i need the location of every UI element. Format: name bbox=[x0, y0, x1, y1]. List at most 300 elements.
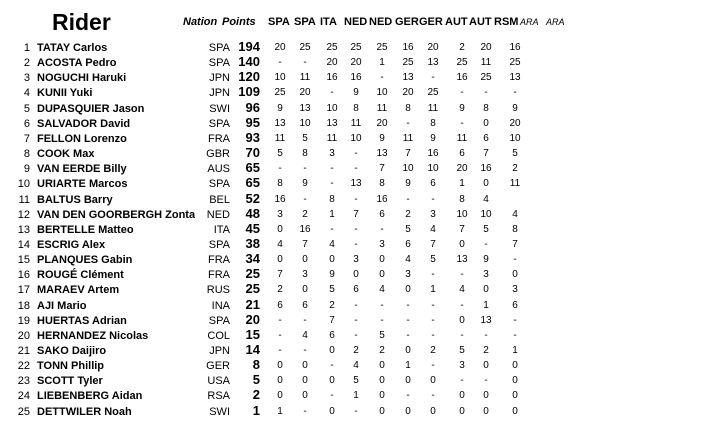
race-result: 0 bbox=[459, 314, 465, 326]
race-result: 4 bbox=[512, 208, 518, 220]
race-result: 6 bbox=[405, 238, 411, 250]
race-result: 4 bbox=[353, 360, 359, 372]
race-result: 11 bbox=[326, 132, 338, 144]
race-result: 1 bbox=[353, 390, 359, 402]
race-result: 16 bbox=[350, 72, 362, 84]
race-result: 2 bbox=[483, 345, 489, 356]
race-result: - bbox=[354, 148, 358, 160]
rider-position: 18 bbox=[17, 299, 30, 312]
race-result: 5 bbox=[302, 132, 308, 144]
race-result: 8 bbox=[302, 148, 308, 160]
race-result: 6 bbox=[483, 132, 489, 144]
race-result: 0 bbox=[483, 390, 489, 402]
race-result: 0 bbox=[483, 117, 489, 129]
rider-nation: JPN bbox=[209, 87, 230, 100]
race-result: 11 bbox=[299, 72, 311, 84]
race-result: 10 bbox=[274, 72, 286, 84]
points-header: Points bbox=[222, 16, 256, 28]
rider-position: 9 bbox=[23, 163, 30, 176]
race-result: 5 bbox=[405, 223, 411, 235]
race-result: - bbox=[303, 314, 307, 326]
race-result: - bbox=[406, 117, 410, 129]
race-header: SPA bbox=[268, 16, 290, 28]
race-result: 2 bbox=[353, 345, 359, 356]
rider-name: AJI Mario bbox=[37, 299, 87, 312]
race-result: 4 bbox=[430, 223, 436, 235]
race-result: 0 bbox=[483, 405, 489, 417]
race-result: 25 bbox=[299, 42, 311, 53]
race-result: - bbox=[354, 223, 358, 235]
race-header: GER bbox=[419, 16, 443, 28]
race-result: 3 bbox=[353, 254, 359, 266]
race-result: 10 bbox=[350, 132, 362, 144]
race-result: - bbox=[303, 405, 307, 417]
race-result: 0 bbox=[302, 284, 308, 296]
race-result: 1 bbox=[483, 299, 489, 311]
race-header-extra: ARA bbox=[520, 17, 539, 27]
race-result: 8 bbox=[459, 193, 465, 205]
rider-points: 96 bbox=[245, 99, 260, 115]
race-result: - bbox=[460, 269, 464, 281]
race-result: - bbox=[354, 314, 358, 326]
rider-position: 25 bbox=[17, 405, 30, 418]
race-result: - bbox=[354, 329, 358, 341]
rider-name: ESCRIG Alex bbox=[37, 238, 106, 251]
race-result: 20 bbox=[376, 117, 388, 129]
rider-nation: COL bbox=[207, 329, 230, 342]
race-result: 16 bbox=[376, 193, 388, 205]
race-result: - bbox=[431, 314, 435, 326]
race-result: 9 bbox=[353, 87, 359, 99]
race-header: AUT bbox=[445, 16, 468, 28]
race-result: - bbox=[330, 178, 334, 190]
race-result: 20 bbox=[427, 42, 439, 53]
race-result: 20 bbox=[456, 163, 468, 175]
rider-points: 120 bbox=[238, 69, 260, 85]
race-result: 0 bbox=[459, 238, 465, 250]
race-result: - bbox=[380, 72, 384, 84]
rider-nation: RUS bbox=[206, 284, 230, 297]
rider-points: 140 bbox=[238, 54, 260, 70]
race-result: - bbox=[484, 238, 488, 250]
rider-points: 5 bbox=[252, 372, 260, 388]
rider-nation: BEL bbox=[209, 193, 230, 206]
race-result: 9 bbox=[302, 178, 308, 190]
race-result: - bbox=[278, 329, 282, 341]
race-result: 0 bbox=[329, 254, 335, 266]
race-result: 11 bbox=[509, 178, 521, 190]
race-result: - bbox=[431, 299, 435, 311]
race-result: - bbox=[431, 72, 435, 84]
rider-position: 8 bbox=[23, 148, 30, 161]
race-result: 20 bbox=[274, 42, 286, 53]
race-result: 4 bbox=[459, 284, 465, 296]
race-result: - bbox=[431, 390, 435, 402]
rider-points: 194 bbox=[238, 39, 260, 54]
race-result: 9 bbox=[430, 132, 436, 144]
race-result: 1 bbox=[405, 360, 411, 372]
race-result: 7 bbox=[483, 148, 489, 160]
race-result: 0 bbox=[483, 360, 489, 372]
race-result: - bbox=[278, 163, 282, 175]
race-result: 0 bbox=[379, 405, 385, 417]
race-result: 16 bbox=[326, 72, 338, 84]
rider-position: 14 bbox=[17, 238, 30, 251]
race-result: 11 bbox=[427, 102, 439, 114]
rider-position: 19 bbox=[17, 314, 30, 327]
race-result: 6 bbox=[353, 284, 359, 296]
race-result: 0 bbox=[379, 375, 385, 387]
race-result: 0 bbox=[512, 360, 518, 372]
race-result: 0 bbox=[353, 269, 359, 281]
rider-name: KUNII Yuki bbox=[37, 87, 93, 100]
race-result: 16 bbox=[402, 42, 414, 53]
race-result: 0 bbox=[302, 375, 308, 387]
rider-position: 2 bbox=[23, 57, 30, 70]
race-result: 3 bbox=[430, 208, 436, 220]
race-result: 3 bbox=[459, 360, 465, 372]
race-result: - bbox=[330, 390, 334, 402]
race-result: - bbox=[330, 223, 334, 235]
rider-name: VAN EERDE Billy bbox=[37, 163, 127, 176]
race-result: 1 bbox=[459, 178, 465, 190]
race-result: - bbox=[484, 87, 488, 99]
race-result: 10 bbox=[456, 208, 468, 220]
race-result: 0 bbox=[379, 269, 385, 281]
rider-nation: SPA bbox=[208, 238, 230, 251]
race-result: 2 bbox=[459, 42, 465, 53]
rider-points: 65 bbox=[245, 160, 260, 176]
race-result: 5 bbox=[459, 345, 465, 356]
rider-points: 14 bbox=[245, 342, 260, 357]
race-result: 5 bbox=[483, 223, 489, 235]
race-result: 3 bbox=[483, 269, 489, 281]
race-result: 2 bbox=[379, 345, 385, 356]
rider-name: LIEBENBERG Aidan bbox=[37, 390, 143, 403]
rider-name: TONN Phillip bbox=[37, 360, 105, 373]
race-result: 3 bbox=[277, 208, 283, 220]
rider-points: 15 bbox=[245, 326, 260, 342]
rider-nation: USA bbox=[207, 375, 230, 388]
rider-nation: SWI bbox=[209, 405, 230, 418]
race-result: - bbox=[406, 329, 410, 341]
rider-points: 70 bbox=[245, 145, 260, 161]
race-result: 0 bbox=[302, 360, 308, 372]
race-result: 11 bbox=[376, 102, 388, 114]
race-result: 3 bbox=[512, 284, 518, 296]
rider-name: TATAY Carlos bbox=[37, 42, 108, 54]
race-result: 5 bbox=[430, 254, 436, 266]
race-result: - bbox=[431, 193, 435, 205]
rider-position: 23 bbox=[17, 375, 30, 388]
race-result: - bbox=[380, 314, 384, 326]
rider-position: 21 bbox=[17, 345, 30, 357]
rider-nation: SPA bbox=[208, 42, 230, 54]
race-result: 13 bbox=[376, 148, 388, 160]
race-result: 25 bbox=[480, 72, 492, 84]
race-result: 7 bbox=[459, 223, 465, 235]
rider-points: 93 bbox=[245, 129, 260, 145]
rider-points: 25 bbox=[245, 266, 260, 282]
rider-points: 8 bbox=[252, 357, 260, 373]
race-result: 10 bbox=[376, 87, 388, 99]
race-result: - bbox=[513, 254, 517, 266]
race-result: - bbox=[460, 299, 464, 311]
race-result: 6 bbox=[329, 329, 335, 341]
rider-position: 16 bbox=[17, 269, 30, 282]
race-result: 3 bbox=[302, 269, 308, 281]
race-result: 11 bbox=[456, 132, 468, 144]
race-result: 25 bbox=[274, 87, 286, 99]
nation-header: Nation bbox=[183, 16, 218, 28]
race-result: 5 bbox=[277, 148, 283, 160]
race-result: 2 bbox=[302, 208, 308, 220]
race-result: 7 bbox=[512, 238, 518, 250]
race-result: 0 bbox=[459, 390, 465, 402]
rider-nation: NED bbox=[206, 208, 230, 221]
race-result: 3 bbox=[405, 269, 411, 281]
rider-name: BERTELLE Matteo bbox=[37, 223, 134, 236]
race-result: 13 bbox=[480, 314, 492, 326]
race-result: 4 bbox=[329, 238, 335, 250]
rider-name: SALVADOR David bbox=[37, 117, 131, 130]
race-result: 16 bbox=[427, 148, 439, 160]
rider-nation: RSA bbox=[207, 390, 230, 403]
race-result: 5 bbox=[353, 375, 359, 387]
rider-nation: SPA bbox=[208, 117, 230, 130]
rider-name: BALTUS Barry bbox=[37, 193, 113, 206]
rider-position: 3 bbox=[23, 72, 30, 85]
rider-nation: AUS bbox=[207, 163, 230, 176]
rider-name: FELLON Lorenzo bbox=[37, 132, 127, 145]
rider-nation: FRA bbox=[208, 254, 230, 267]
rider-nation: GER bbox=[206, 360, 230, 373]
rider-position: 24 bbox=[17, 390, 30, 403]
race-result: - bbox=[278, 57, 282, 69]
race-result: 25 bbox=[402, 57, 414, 69]
race-result: 0 bbox=[329, 405, 335, 417]
race-result: 0 bbox=[483, 284, 489, 296]
race-result: 16 bbox=[509, 42, 521, 53]
race-result: 20 bbox=[350, 57, 362, 69]
race-result: - bbox=[380, 223, 384, 235]
race-result: - bbox=[354, 163, 358, 175]
race-result: 25 bbox=[456, 57, 468, 69]
race-result: 6 bbox=[379, 208, 385, 220]
rider-name: HERNANDEZ Nicolas bbox=[37, 329, 149, 342]
race-result: 9 bbox=[459, 102, 465, 114]
rider-position: 7 bbox=[23, 132, 30, 145]
rider-name: MARAEV Artem bbox=[37, 284, 120, 297]
race-result: 8 bbox=[353, 102, 359, 114]
race-result: 1 bbox=[329, 208, 335, 220]
rider-position: 22 bbox=[17, 360, 30, 373]
race-result: 20 bbox=[509, 117, 521, 129]
race-result: - bbox=[303, 193, 307, 205]
race-result: 0 bbox=[405, 405, 411, 417]
race-result: 6 bbox=[302, 299, 308, 311]
race-result: - bbox=[406, 314, 410, 326]
rider-position: 17 bbox=[17, 284, 30, 297]
race-result: 8 bbox=[277, 178, 283, 190]
rider-nation: FRA bbox=[208, 269, 230, 282]
race-result: 10 bbox=[480, 208, 492, 220]
race-result: - bbox=[278, 345, 282, 356]
race-result: 4 bbox=[302, 329, 308, 341]
race-result: 8 bbox=[430, 117, 436, 129]
race-result: - bbox=[406, 390, 410, 402]
race-result: 10 bbox=[509, 132, 521, 144]
race-result: - bbox=[354, 299, 358, 311]
race-result: 6 bbox=[512, 299, 518, 311]
race-result: 3 bbox=[329, 148, 335, 160]
race-result: 0 bbox=[430, 405, 436, 417]
race-result: 13 bbox=[456, 254, 468, 266]
race-result: 1 bbox=[277, 405, 283, 417]
rider-position: 5 bbox=[23, 102, 30, 115]
race-result: 8 bbox=[405, 102, 411, 114]
race-result: 0 bbox=[277, 223, 283, 235]
race-result: 1 bbox=[379, 57, 385, 69]
race-result: 7 bbox=[430, 238, 436, 250]
race-result: - bbox=[460, 117, 464, 129]
race-result: 0 bbox=[483, 178, 489, 190]
race-result: 0 bbox=[302, 390, 308, 402]
rider-name: HUERTAS Adrian bbox=[37, 314, 127, 327]
race-result: 9 bbox=[379, 132, 385, 144]
rider-position: 20 bbox=[17, 329, 30, 342]
race-result: 0 bbox=[405, 284, 411, 296]
race-result: - bbox=[460, 87, 464, 99]
race-result: 4 bbox=[379, 284, 385, 296]
rider-position: 15 bbox=[17, 254, 30, 267]
race-result: - bbox=[354, 193, 358, 205]
rider-name: PLANQUES Gabin bbox=[37, 254, 133, 267]
race-result: - bbox=[484, 375, 488, 387]
race-header: RSM bbox=[494, 16, 519, 28]
race-result: 25 bbox=[326, 42, 338, 53]
race-result: 1 bbox=[512, 345, 518, 356]
rider-nation: ITA bbox=[213, 223, 230, 236]
race-header: ITA bbox=[320, 16, 337, 28]
race-result: - bbox=[406, 299, 410, 311]
race-result: 7 bbox=[353, 208, 359, 220]
race-result: 0 bbox=[277, 254, 283, 266]
race-result: 2 bbox=[512, 163, 518, 175]
race-result: 0 bbox=[459, 405, 465, 417]
race-result: 25 bbox=[509, 57, 521, 69]
rider-name: DETTWILER Noah bbox=[37, 405, 132, 418]
race-result: 0 bbox=[405, 345, 411, 356]
race-result: 0 bbox=[405, 375, 411, 387]
rider-name: SCOTT Tyler bbox=[37, 375, 103, 388]
race-result: 13 bbox=[299, 102, 311, 114]
rider-points: 21 bbox=[245, 296, 260, 312]
race-result: 4 bbox=[277, 238, 283, 250]
race-result: 25 bbox=[350, 42, 362, 53]
race-result: 0 bbox=[277, 390, 283, 402]
rider-points: 2 bbox=[252, 387, 260, 403]
race-result: 20 bbox=[402, 87, 414, 99]
race-result: 4 bbox=[405, 254, 411, 266]
race-result: - bbox=[354, 405, 358, 417]
race-header-extra: ARA bbox=[546, 17, 565, 27]
race-result: 8 bbox=[379, 178, 385, 190]
rider-nation: SPA bbox=[208, 57, 230, 70]
race-result: - bbox=[278, 314, 282, 326]
race-result: 0 bbox=[379, 254, 385, 266]
rider-nation: GBR bbox=[206, 148, 230, 161]
rider-points: 38 bbox=[245, 235, 260, 251]
race-result: 0 bbox=[277, 360, 283, 372]
rider-nation: FRA bbox=[208, 132, 230, 145]
race-result: 8 bbox=[483, 102, 489, 114]
race-result: 10 bbox=[299, 117, 311, 129]
rider-position: 11 bbox=[18, 193, 30, 206]
race-header: GER bbox=[395, 16, 419, 28]
race-result: - bbox=[380, 299, 384, 311]
rider-name: ACOSTA Pedro bbox=[37, 57, 117, 70]
race-result: 9 bbox=[405, 178, 411, 190]
race-result: - bbox=[303, 345, 307, 356]
race-header: NED bbox=[369, 16, 393, 28]
race-result: 16 bbox=[456, 72, 468, 84]
race-result: 0 bbox=[379, 390, 385, 402]
race-result: 0 bbox=[302, 254, 308, 266]
rider-nation: JPN bbox=[209, 345, 230, 357]
rider-points: 52 bbox=[245, 190, 260, 206]
race-result: 6 bbox=[459, 148, 465, 160]
race-result: 16 bbox=[274, 193, 286, 205]
rider-name: DUPASQUIER Jason bbox=[37, 102, 145, 115]
race-result: 5 bbox=[329, 284, 335, 296]
rider-points: 109 bbox=[238, 84, 260, 100]
race-result: 7 bbox=[329, 314, 335, 326]
race-result: 0 bbox=[329, 375, 335, 387]
race-result: 13 bbox=[326, 117, 338, 129]
race-result: 10 bbox=[326, 102, 338, 114]
rider-points: 48 bbox=[245, 205, 260, 221]
race-result: 8 bbox=[329, 193, 335, 205]
rider-points: 20 bbox=[245, 311, 260, 327]
race-result: - bbox=[484, 329, 488, 341]
rider-position: 1 bbox=[23, 42, 30, 54]
race-result: 13 bbox=[350, 178, 362, 190]
race-result: 9 bbox=[483, 254, 489, 266]
race-result: 2 bbox=[329, 299, 335, 311]
race-result: 8 bbox=[512, 223, 518, 235]
race-result: 7 bbox=[277, 269, 283, 281]
rider-points: 25 bbox=[245, 281, 260, 297]
race-result: 3 bbox=[379, 238, 385, 250]
race-result: - bbox=[431, 329, 435, 341]
race-result: 10 bbox=[427, 163, 439, 175]
race-result: 0 bbox=[512, 269, 518, 281]
race-result: 13 bbox=[427, 57, 439, 69]
race-result: 0 bbox=[277, 375, 283, 387]
race-result: 13 bbox=[509, 72, 521, 84]
race-result: 10 bbox=[402, 163, 414, 175]
race-result: 13 bbox=[274, 117, 286, 129]
race-result: 11 bbox=[274, 132, 286, 144]
rider-name: URIARTE Marcos bbox=[37, 178, 128, 191]
race-result: 0 bbox=[329, 345, 335, 356]
race-result: 11 bbox=[402, 132, 414, 144]
race-result: 5 bbox=[379, 329, 385, 341]
race-result: 6 bbox=[430, 178, 436, 190]
race-result: 0 bbox=[512, 375, 518, 387]
race-result: 11 bbox=[480, 57, 492, 69]
